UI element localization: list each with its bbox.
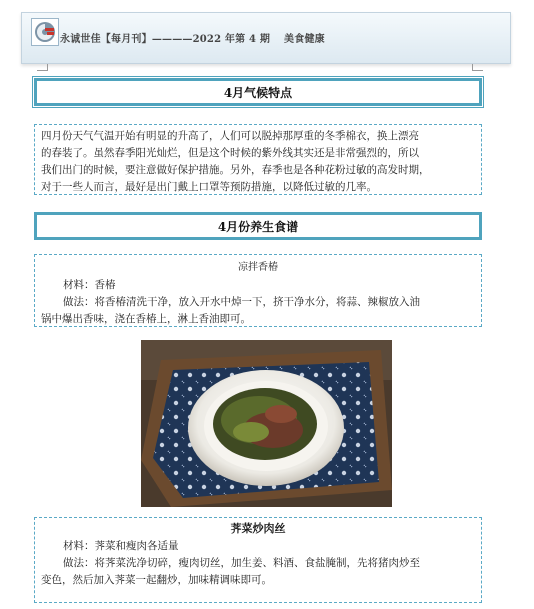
header-issue: ————2022 年第 4 期 (151, 34, 271, 45)
recipe-method: 做法：将荠菜洗净切碎，瘦肉切丝，加生姜、料酒、食盐腌制，先将猪肉炒至 (63, 557, 420, 569)
recipe-ingredients: 材料：荠菜和瘦肉各适量 (63, 540, 179, 552)
margin-corner-mark (37, 64, 48, 71)
margin-corner-mark (472, 64, 483, 71)
dish-photo (141, 340, 392, 507)
company-logo (31, 18, 59, 46)
climate-paragraph (34, 124, 482, 195)
paragraph-line: 四月份天气气温开始有明显的升高了，人们可以脱掉那厚重的冬季棉衣，换上漂亮 (41, 130, 419, 142)
header-text (60, 30, 325, 45)
paragraph-line: 对于一些人而言，最好是出门戴上口罩等预防措施，以降低过敏的几率。 (41, 181, 377, 193)
recipe-card-shepherds-purse (34, 517, 482, 603)
section-title-climate: 4月气候特点 (34, 78, 482, 106)
paragraph-line: 我们出门的时候，要注意做好保护措施。另外，春季也是各种花粉过敏的高发时期， (41, 164, 430, 176)
paragraph-line: 的春装了。虽然春季阳光灿烂，但是这个时候的紫外线其实还是非常强烈的，所以 (41, 147, 419, 159)
recipe-card-toon (34, 254, 482, 327)
recipe-name: 凉拌香椿 (238, 262, 278, 273)
recipe-name: 荠菜炒肉丝 (230, 522, 286, 535)
section-title-recipes: 4月份养生食谱 (34, 212, 482, 240)
recipe-method: 做法：将香椿清洗干净，放入开水中焯一下，挤干净水分，将蒜、辣椒放入油 (63, 296, 420, 308)
issue-header (21, 12, 511, 64)
header-org: 永诚世佳【每月刊】 (60, 34, 152, 45)
recipe-method-cont: 锅中爆出香味，浇在香椿上，淋上香油即可。 (41, 313, 251, 325)
header-column: 美食健康 (284, 34, 325, 45)
recipe-ingredients: 材料：香椿 (63, 279, 116, 291)
recipe-method-cont: 变色，然后加入荠菜一起翻炒，加味精调味即可。 (41, 574, 272, 586)
